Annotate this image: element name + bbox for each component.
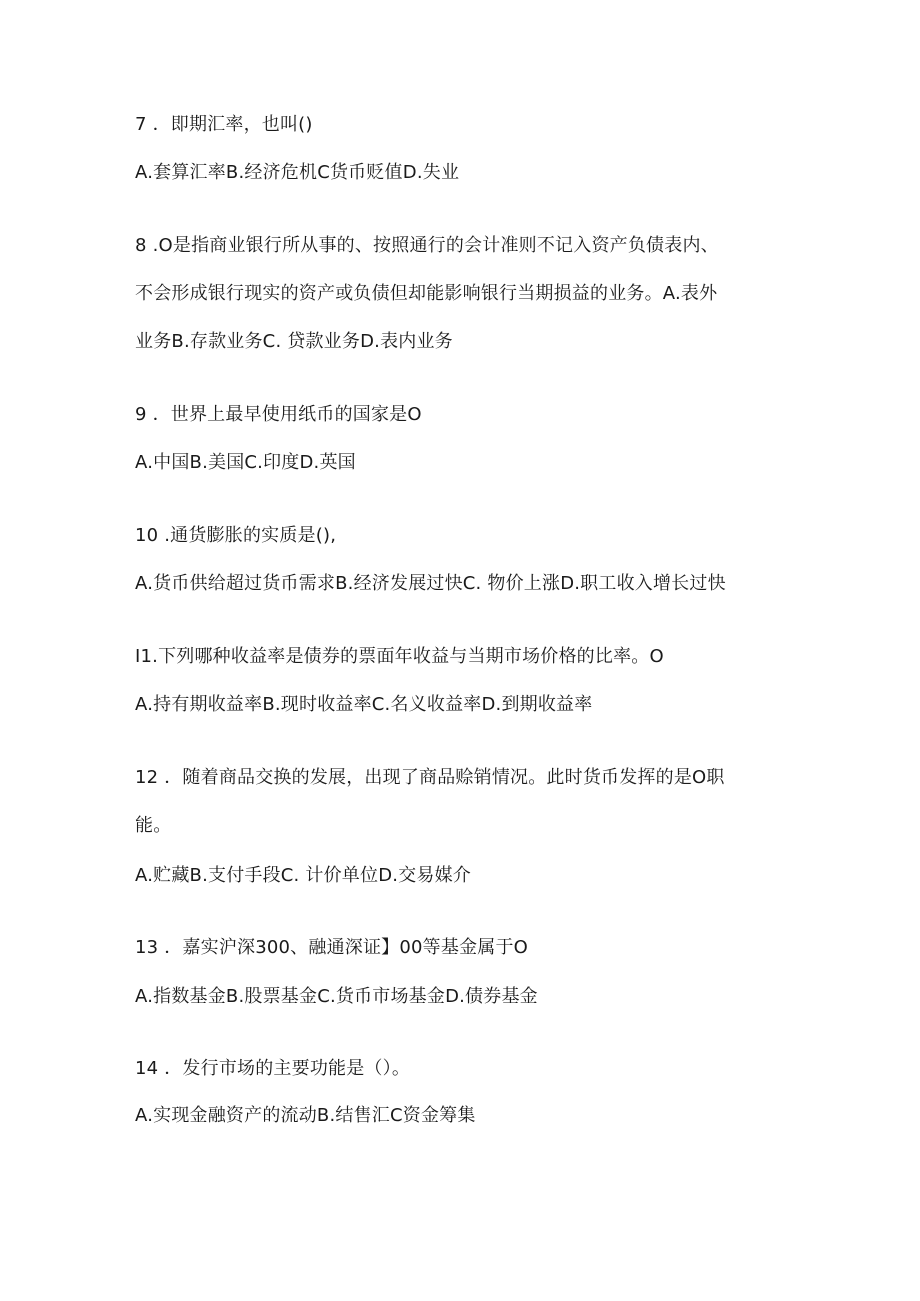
question-8-stem-line-1: 8 .O是指商业银行所从事的、按照通行的会计准则不记入资产负债表内、: [135, 235, 719, 256]
question-14-stem: 14 ．发行市场的主要功能是（）。: [135, 1058, 411, 1079]
question-14-options: A.实现金融资产的流动B.结售汇C资金筹集: [135, 1105, 476, 1126]
question-12-stem-line-1: 12 ．随着商品交换的发展，出现了商品赊销情况。此时货币发挥的是O职: [135, 767, 725, 788]
question-11-stem: I1.下列哪种收益率是债券的票面年收益与当期市场价格的比率。O: [135, 646, 664, 667]
question-13-options: A.指数基金B.股票基金C.货币市场基金D.债券基金: [135, 986, 538, 1007]
question-7-options: A.套算汇率B.经济危机C货币贬值D.失业: [135, 162, 460, 183]
question-10-options: A.货币供给超过货币需求B.经济发展过快C. 物价上涨D.职工收入增长过快: [135, 573, 726, 594]
question-7-stem: 7 ．即期汇率，也叫(): [135, 114, 313, 135]
question-9-stem: 9 ．世界上最早使用纸币的国家是O: [135, 404, 422, 425]
question-8-stem-line-3: 业务B.存款业务C. 贷款业务D.表内业务: [135, 331, 453, 352]
question-12-options: A.贮藏B.支付手段C. 计价单位D.交易媒介: [135, 865, 471, 886]
question-9-options: A.中国B.美国C.印度D.英国: [135, 452, 356, 473]
question-11-options: A.持有期收益率B.现时收益率C.名义收益率D.到期收益率: [135, 694, 593, 715]
question-13-stem: 13 ．嘉实沪深300、融通深证】00等基金属于O: [135, 937, 529, 958]
question-10-stem: 10 .通货膨胀的实质是(),: [135, 525, 337, 546]
question-8-stem-line-2: 不会形成银行现实的资产或负债但却能影响银行当期损益的业务。A.表外: [135, 283, 718, 304]
question-12-stem-line-2: 能。: [135, 815, 172, 836]
